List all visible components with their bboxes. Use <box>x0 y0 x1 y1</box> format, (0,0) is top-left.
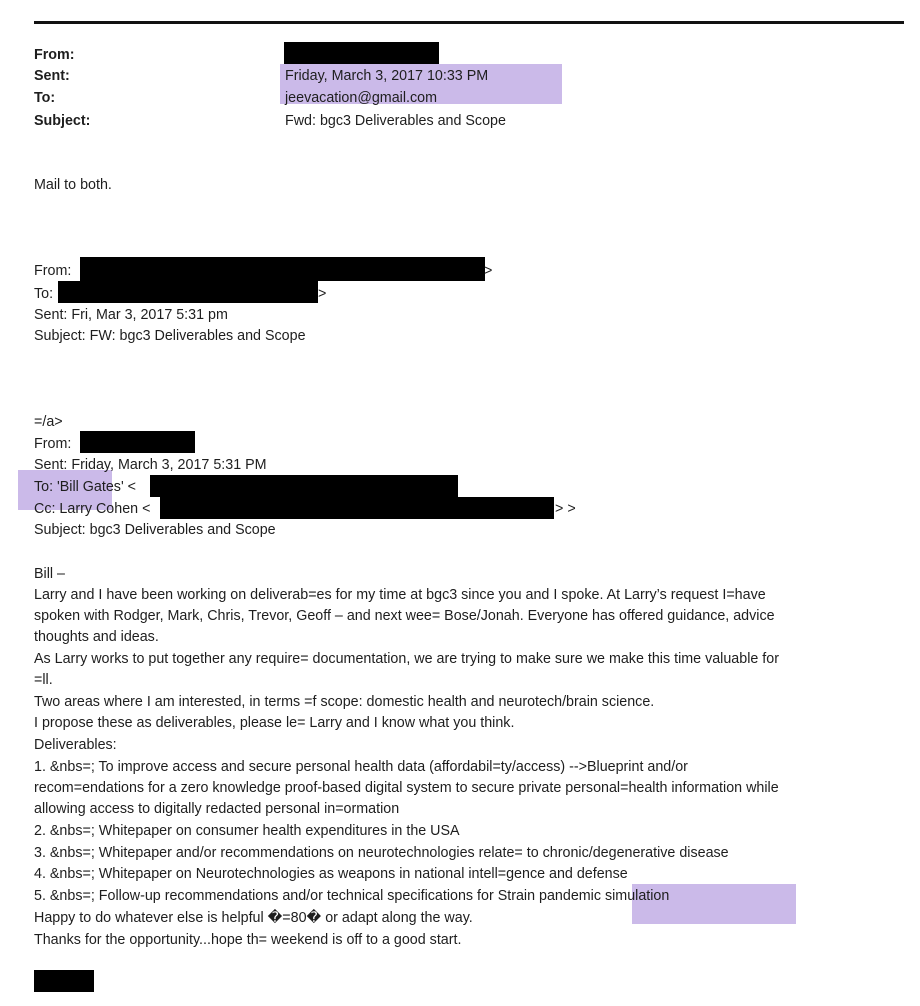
from-label: From: <box>34 47 75 63</box>
subject-label: Subject: <box>34 113 91 129</box>
fwd2-cc-suffix: > > <box>555 501 576 517</box>
body-line: 5. &nbs=; Follow-up recommendations and/or technical specifications for Strain pandemic simulation <box>34 888 670 904</box>
body-line: 2. &nbs=; Whitepaper on consumer health expenditures in the USA <box>34 823 460 839</box>
body-line: =ll. <box>34 672 53 688</box>
fwd1-from-suffix: > <box>484 263 493 279</box>
fwd2-cc-prefix: Cc: Larry Cohen < <box>34 501 151 517</box>
body-line: I propose these as deliverables, please le= Larry and I know what you think. <box>34 715 515 731</box>
body-line: 1. &nbs=; To improve access and secure personal health data (affordabil=ty/access) -->Blueprint and/or <box>34 759 688 775</box>
top-rule <box>34 21 904 24</box>
redaction-signature <box>34 970 94 992</box>
body-line: 4. &nbs=; Whitepaper on Neurotechnologies as weapons in national intell=gence and defense <box>34 866 628 882</box>
fwd1-from-prefix: From: <box>34 263 72 279</box>
body-line: Thanks for the opportunity...hope th= weekend is off to a good start. <box>34 932 462 948</box>
redaction-from <box>284 42 439 64</box>
fwd2-sent: Sent: Friday, March 3, 2017 5:31 PM <box>34 457 267 473</box>
to-value: jeevacation@gmail.com <box>285 90 437 106</box>
intro-text: Mail to both. <box>34 177 112 193</box>
body-line: As Larry works to put together any require= documentation, we are trying to make sure we make this time valuable for <box>34 651 779 667</box>
fwd2-subject: Subject: bgc3 Deliverables and Scope <box>34 522 276 538</box>
body-line: allowing access to digitally redacted personal in=ormation <box>34 801 400 817</box>
body-line: recom=endations for a zero knowledge proof-based digital system to secure private personal=health information while <box>34 780 779 796</box>
fwd1-to-suffix: > <box>318 286 327 302</box>
sent-value: Friday, March 3, 2017 10:33 PM <box>285 68 489 84</box>
body-line: 3. &nbs=; Whitepaper and/or recommendations on neurotechnologies relate= to chronic/degenerative disease <box>34 845 729 861</box>
fwd2-tag: =/a> <box>34 414 63 430</box>
redaction-fwd1-from <box>80 257 485 281</box>
redaction-fwd2-cc <box>160 497 554 519</box>
body-line: Larry and I have been working on deliverab=es for my time at bgc3 since you and I spoke. At Larry’s request I=have <box>34 587 766 603</box>
to-label: To: <box>34 90 56 106</box>
body-line: Deliverables: <box>34 737 117 753</box>
redaction-fwd1-to <box>58 281 318 303</box>
body-line: Bill – <box>34 566 65 582</box>
fwd1-subject: Subject: FW: bgc3 Deliverables and Scope <box>34 328 306 344</box>
body-line: thoughts and ideas. <box>34 629 159 645</box>
fwd2-from-prefix: From: <box>34 436 72 452</box>
fwd1-to-prefix: To: <box>34 286 54 302</box>
body-line: Happy to do whatever else is helpful �=80� or adapt along the way. <box>34 910 473 926</box>
subject-value: Fwd: bgc3 Deliverables and Scope <box>285 113 506 129</box>
fwd2-to-prefix: To: 'Bill Gates' < <box>34 479 137 495</box>
sent-label: Sent: <box>34 68 70 84</box>
redaction-fwd2-to <box>150 475 458 497</box>
body-line: spoken with Rodger, Mark, Chris, Trevor, Geoff – and next wee= Bose/Jonah. Everyone has offered guidance, advice <box>34 608 775 624</box>
redaction-fwd2-from <box>80 431 195 453</box>
fwd1-sent: Sent: Fri, Mar 3, 2017 5:31 pm <box>34 307 228 323</box>
body-line: Two areas where I am interested, in terms =f scope: domestic health and neurotech/brain science. <box>34 694 655 710</box>
